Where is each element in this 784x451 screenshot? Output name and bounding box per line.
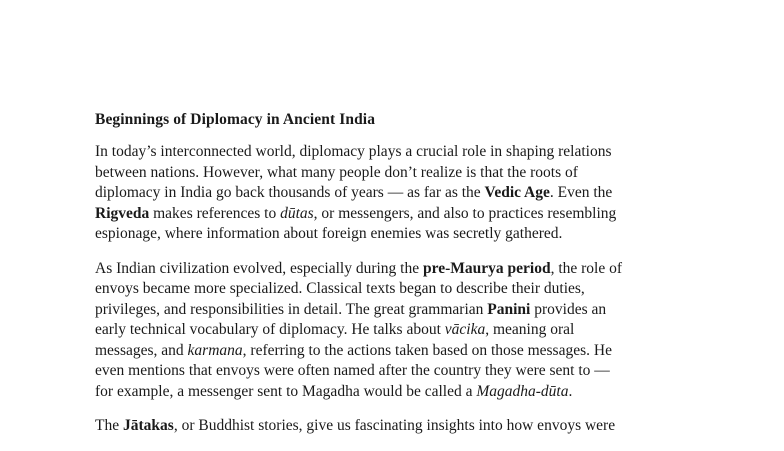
vacika-term: vācika [444, 321, 486, 338]
p2-line-7-text: for example, a messenger sent to Magadha would be called a [95, 382, 477, 400]
p2-line-6: even mentions that envoys were often named after the country they were sent to — [95, 362, 610, 379]
p2-line-7-end: . [568, 382, 573, 400]
p1-line-5: espionage, where information about foreign enemies was secretly gathered. [95, 225, 563, 242]
p1-line-3-text: diplomacy in India go back thousands of years — as far as the [95, 184, 485, 201]
p1-line-1: In today’s interconnected world, diplomacy plays a crucial role in shaping relations [95, 143, 612, 160]
p1-line-3 [95, 183, 705, 204]
document-page [95, 110, 705, 451]
vedic-age-term: Vedic Age [484, 184, 550, 201]
p1-line-2: between nations. However, what many people don’t realize is that the roots of [95, 163, 578, 181]
p2-line-5 [95, 341, 705, 362]
p1-line-4 [95, 204, 705, 225]
p2-line-3-text: privileges, and responsibilities in detail. The great grammarian [95, 300, 488, 318]
p2-line-3 [95, 300, 705, 321]
p2-line-1-text: As Indian civilization evolved, especially during the [95, 259, 423, 277]
p2-line-5-text: messages, and [95, 341, 188, 359]
section-heading: Beginnings of Diplomacy in Ancient India [95, 111, 376, 128]
rigveda-term: Rigveda [95, 204, 150, 222]
paragraph-2 [95, 259, 705, 403]
p2-line-4-text: early technical vocabulary of diplomacy. He talks about [95, 321, 445, 338]
p2-line-1-end: , the role of [550, 259, 623, 277]
p3-line-1-end: , or Buddhist stories, give us fascinating insights into how envoys were [173, 417, 616, 434]
p2-line-4 [95, 320, 705, 341]
jatakas-term: Jātakas [122, 417, 174, 434]
p1-line-3-end: . Even the [549, 184, 613, 201]
dutas-term: dūtas [280, 204, 314, 222]
magadha-duta-term: Magadha-dūta [476, 382, 569, 400]
p2-line-7 [95, 382, 705, 403]
pre-maurya-term: pre-Maurya period [423, 259, 551, 277]
p2-line-3-end: provides an [530, 300, 607, 318]
karmana-term: karmana [187, 341, 243, 359]
p2-line-5-end: , referring to the actions taken based on those messages. He [242, 341, 612, 359]
p1-line-4-end: , or messengers, and also to practices resembling [313, 204, 617, 222]
paragraph-3 [95, 416, 705, 437]
p2-line-4-end: , meaning oral [485, 321, 575, 338]
panini-term: Panini [487, 300, 531, 318]
p3-line-1 [95, 416, 705, 437]
p1-line-4-text: makes references to [149, 204, 281, 222]
p3-line-1-text: The [95, 417, 123, 434]
p2-line-2: envoys became more specialized. Classical texts began to describe their duties, [95, 280, 585, 297]
p2-line-1 [95, 259, 705, 280]
paragraph-1 [95, 142, 705, 245]
